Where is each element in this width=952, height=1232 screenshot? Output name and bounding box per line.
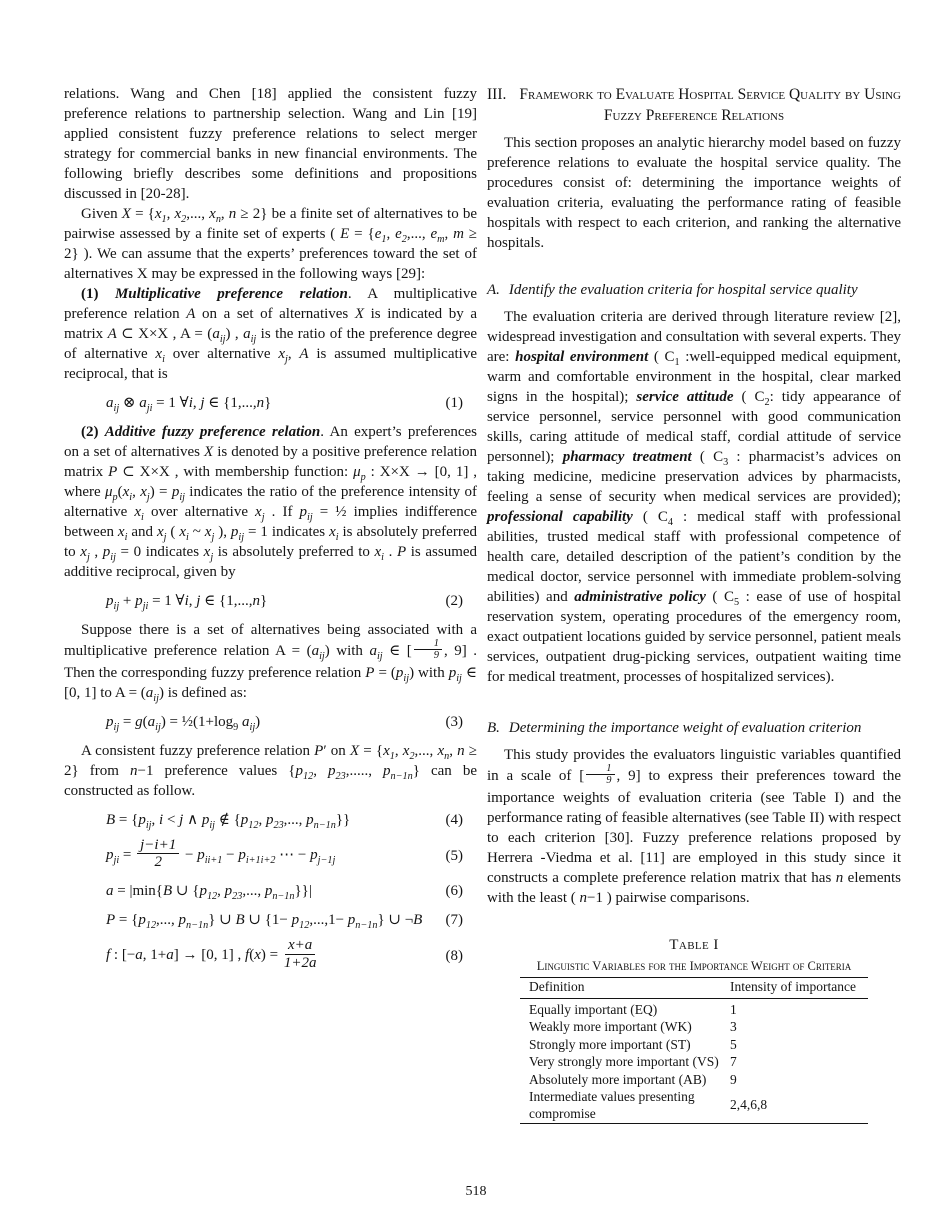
table-1-block bbox=[487, 935, 901, 1124]
table-cell: Intermediate values presenting compromise bbox=[529, 1089, 695, 1121]
equation-number: (8) bbox=[445, 948, 463, 965]
table-cell: 7 bbox=[730, 1054, 737, 1070]
paragraph-given-set: Given $X = \{x_1$, $x_2$,..., $x_n$, n ≥ 2} be a finite set of alternatives to be pairwise assessed by a finite set of experts ( $E = \{e_1$, $e_2$,..., $e_m$, m ≥ 2} ). We can assume that the experts’ preferences toward the set of alternatives X may be expressed in the following ways [29]: bbox=[64, 206, 478, 282]
equation-7 bbox=[64, 910, 477, 930]
equation-3 bbox=[64, 712, 477, 732]
equation-1 bbox=[64, 393, 477, 413]
subsection-label: A. bbox=[487, 282, 500, 298]
fraction: $\frac{1}{9}$ bbox=[414, 638, 442, 661]
equation-body: $p_{ij} + p_{ji} = 1$ ∀i, j ∈ {1,...,n} bbox=[106, 593, 268, 612]
equation-body: $p_{ij} = g(a_{ij})$ = $\frac{1}{2}(1+\log_9$ $a_{ij}$) bbox=[106, 714, 261, 734]
subsection-b-heading bbox=[487, 718, 901, 738]
table-row bbox=[520, 1054, 868, 1072]
column-header-intensity: Intensity of importance bbox=[726, 978, 868, 999]
equation-number: (6) bbox=[445, 883, 463, 900]
equation-body: $B = \{p_{ij}$, i < j ∧ $p_{ij}$ ∉ {$p_{12}$, $p_{23}$,..., $p_{n-1n}$}} bbox=[106, 812, 351, 832]
equation-number: (7) bbox=[445, 912, 463, 929]
equation-6 bbox=[64, 881, 477, 901]
section-title: Framework to Evaluate Hospital Service Quality by Using Fuzzy Preference Relations bbox=[519, 86, 902, 124]
left-column bbox=[64, 84, 477, 1124]
equation-body: $p_{ji}$ = $\frac{j-i+1}{2}$ − $p_{ii+1} - p_{i+1i+2}$ ⋯ − $p_{j-1j}$ bbox=[106, 837, 336, 871]
table-row bbox=[520, 998, 868, 1019]
equation-number: (3) bbox=[445, 714, 463, 731]
equation-number: (2) bbox=[445, 593, 463, 609]
paragraph-evaluation-criteria: The evaluation criteria are derived through literature review [2], widespread investigation and consultation with several experts. They are: hospital environment ( $C_1$ :well-equipped medical equipment, warm and comfortable environment in the hospital, clear marked signs in the hospital); service attitude ( $C_2$: tidy appearance of service personnel, service personnel with good communication skills, caring attitude of medical staff, cordial attitude of service personnel); pharmacy treatment ( $C_3$ : pharmacist’s advices on taking medicine, medicine preservation advices by pharmacists, feeling a sense of security when medical services are provided); professional capability ( $C_4$ : medical staff with professional abilities, trusted medical staff with professional competence of health care, detailed description of the patient’s condition by the medical doctor, service personnel with immediate problem-solving abilities) and administrative policy ( $C_5$ : ease of use of hospital reservation system, operating procedures of the emergency room, exact outpatient locations guided by service personnel, patient meals services, outpatient drug-picking services, outpatient waiting time for medical treatment, processes of hospitalized services). bbox=[487, 309, 901, 685]
table-cell: Strongly more important (ST) bbox=[529, 1036, 691, 1052]
fraction: $\frac{j-i+1}{2}$ bbox=[137, 837, 179, 870]
table-cell: Absolutely more important (AB) bbox=[529, 1071, 707, 1087]
paragraph-linguistic-variables: This study provides the evaluators linguistic variables quantified in a scale of [ $\frac{1}{9}$ , 9] to express their preferences toward the importance weights of evaluation criteria (see Table I) and the performance rating of feasible alternatives (see Table II) with respect to each criterion [30]. Fuzzy preference relations proposed by Herrera -Viedma et al. [11] are employed in this study since it constructs a complete preference relation matrix that has n elements with the least ( n−1 ) pairwise comparisons. bbox=[487, 747, 902, 907]
column-header-definition: Definition bbox=[520, 978, 726, 999]
table-cell: 3 bbox=[730, 1019, 737, 1035]
paragraph-multiplicative-relation: (1) Multiplicative preference relation. A multiplicative preference relation A on a set of alternatives X is indicated by a matrix A ⊂ X×X , $A = (a_{ij})$ , $a_{ij}$ is the ratio of the preference degree of alternative $x_i$ over alternative $x_j$, A is assumed multiplicative reciprocal, that is bbox=[64, 286, 478, 382]
subsection-a-heading bbox=[487, 280, 901, 300]
page-number: 518 bbox=[465, 1184, 487, 1199]
equation-body: f : [−a, 1+a] → [0, 1] , f(x) = $\frac{x+a}{1+2a}$ bbox=[106, 937, 317, 971]
table-subtitle: Linguistic Variables for the Importance Weight of Criteria bbox=[536, 959, 852, 974]
right-column bbox=[487, 84, 901, 1124]
table-body bbox=[520, 998, 868, 1123]
table-cell: 2,4,6,8 bbox=[730, 1097, 768, 1113]
paragraph-section-intro: This section proposes an analytic hierarchy model based on fuzzy preference relations to evaluate the hospital service quality. The procedures consist of: determining the importance weights of evaluation criteria, evaluating the performance rating of feasible hospitals with respect to each criterion, and ranking the alternative hospitals. bbox=[487, 135, 901, 251]
fraction: $\frac{x+a}{1+2a}$ bbox=[283, 937, 317, 971]
equation-4 bbox=[64, 810, 477, 830]
paragraph-additive-relation: (2) Additive fuzzy preference relation. An expert’s preferences on a set of alternatives X is denoted by a positive preference relation matrix P ⊂ X×X , with membership function: $\mu_p$ : X×X → [0, 1] , where $\mu_p(x_i$, $x_j) = p_{ij}$ indicates the ratio of the preference intensity of alternative $x_i$ over alternative $x_j$ . If $p_{ij}$ = ½ implies indifference between $x_i$ and $x_j$ ( $x_i$ ~ $x_j$ ), $p_{ij} = 1$ indicates $x_i$ is absolutely preferred to $x_j$ , $p_{ij} = 0$ indicates $x_j$ is absolutely preferred to $x_i$ . P is assumed additive reciprocal, given by bbox=[64, 424, 478, 580]
equation-body: $P = \{p_{12}$,..., $p_{n-1n}$} ∪ B ∪ $\{1- p_{12},...,1- p_{n-1n}\}$ ∪ ¬B bbox=[106, 912, 423, 932]
equation-2 bbox=[64, 591, 477, 611]
equation-body: a = |min{B ∪ {$p_{12}$, $p_{23}$,..., $p_{n-1n}\}\}|$ bbox=[106, 883, 312, 903]
paragraph-consistent-relation: A consistent fuzzy preference relation P′ on $X = \{x_1$, $x_2$,..., $x_n$, n ≥ 2} from n−1 preference values {$p_{12}$, $p_{23}$,....., $p_{n-1n}$} can be constructed as follow. bbox=[64, 743, 478, 800]
paragraph-suppose-alternatives: Suppose there is a set of alternatives being associated with a multiplicative preference relation $A = (a_{ij})$ with $a_{ij}$ ∈ [ $\frac{1}{9}$ , 9] . Then the corresponding fuzzy preference relation $P = (p_{ij})$ with $p_{ij}$ ∈ [0, 1] to $A = (a_{ij})$ is defined as: bbox=[64, 622, 477, 705]
table-cell: Weakly more important (WK) bbox=[529, 1019, 692, 1035]
table-cell: 9 bbox=[730, 1071, 737, 1087]
equation-number: (1) bbox=[445, 395, 463, 411]
subsection-title: Identify the evaluation criteria for hospital service quality bbox=[508, 282, 858, 298]
subsection-label: B. bbox=[487, 720, 500, 736]
paragraph-prior-work: relations. Wang and Chen [18] applied the consistent fuzzy preference relations to partnership selection. Wang and Lin [19] applied consistent fuzzy preference relations to select merger strategy for commercial banks in new financial environments. The following briefly describes some definitions and propositions discussed in [20-28]. bbox=[64, 86, 477, 202]
linguistic-variables-table bbox=[520, 977, 868, 1124]
section-number: III. bbox=[487, 86, 507, 103]
table-row bbox=[520, 1071, 868, 1089]
section-heading-iii bbox=[487, 84, 901, 126]
table-row bbox=[520, 1036, 868, 1054]
equation-8 bbox=[64, 939, 477, 972]
equation-number: (4) bbox=[445, 812, 463, 829]
table-caption: Table I bbox=[669, 937, 719, 954]
table-cell: Equally important (EQ) bbox=[529, 1001, 658, 1017]
fraction: $\frac{1}{9}$ bbox=[586, 763, 614, 786]
table-cell: Very strongly more important (VS) bbox=[529, 1054, 719, 1070]
subsection-title: Determining the importance weight of evaluation criterion bbox=[508, 720, 862, 736]
table-cell: 1 bbox=[730, 1001, 737, 1017]
equation-body: $a_{ij}$ ⊗ $a_{ji} = 1$ ∀i, j ∈ {1,...,n} bbox=[106, 395, 272, 414]
table-header-row bbox=[520, 978, 868, 999]
table-row bbox=[520, 1019, 868, 1037]
table-row bbox=[520, 1089, 868, 1124]
equation-5 bbox=[64, 839, 477, 872]
equation-number: (5) bbox=[445, 847, 463, 864]
table-cell: 5 bbox=[730, 1036, 737, 1052]
